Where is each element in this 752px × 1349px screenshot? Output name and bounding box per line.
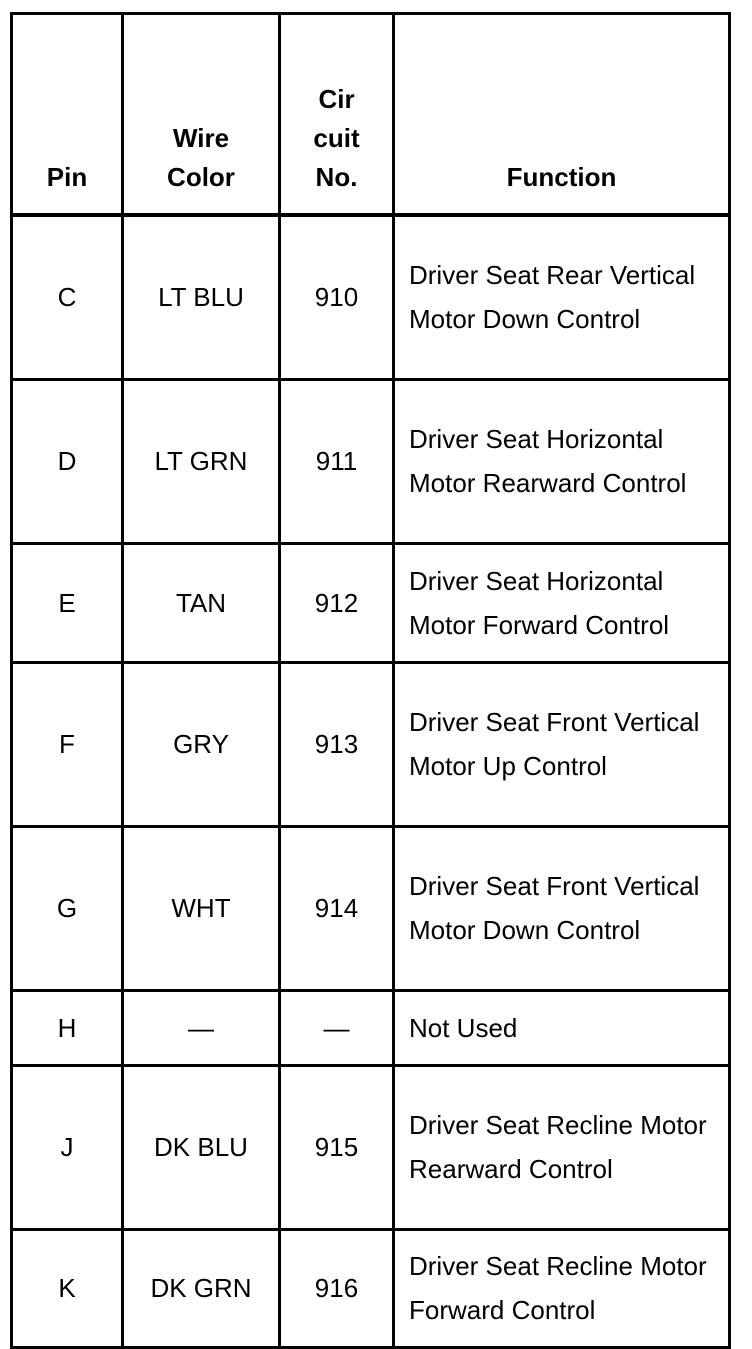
wire-color-cell: LT BLU [123, 215, 280, 379]
pin-cell: D [12, 379, 123, 543]
function-cell: Driver Seat Recline Motor Rearward Control [394, 1065, 730, 1229]
header-pin: Pin [12, 14, 123, 216]
circuit-cell: 913 [280, 662, 394, 826]
pin-cell: F [12, 662, 123, 826]
table-row [12, 1065, 730, 1229]
header-circuit-no: Cir cuit No. [280, 14, 394, 216]
function-cell: Driver Seat Horizontal Motor Rearward Control [394, 379, 730, 543]
circuit-cell: 914 [280, 826, 394, 990]
pin-cell: E [12, 543, 123, 662]
pin-cell: H [12, 990, 123, 1065]
function-cell: Driver Seat Front Vertical Motor Down Control [394, 826, 730, 990]
function-cell: Driver Seat Front Vertical Motor Up Control [394, 662, 730, 826]
circuit-cell: 911 [280, 379, 394, 543]
table-row [12, 1229, 730, 1347]
table-row [12, 826, 730, 990]
header-function: Function [394, 14, 730, 216]
pin-cell: J [12, 1065, 123, 1229]
wire-color-cell: WHT [123, 826, 280, 990]
circuit-cell: 915 [280, 1065, 394, 1229]
table-row [12, 543, 730, 662]
wire-color-cell: DK BLU [123, 1065, 280, 1229]
wire-color-cell: DK GRN [123, 1229, 280, 1347]
table-row [12, 990, 730, 1065]
function-cell: Driver Seat Recline Motor Forward Control [394, 1229, 730, 1347]
connector-pinout-table [10, 12, 731, 1349]
circuit-cell: 910 [280, 215, 394, 379]
function-cell: Not Used [394, 990, 730, 1065]
table-row [12, 662, 730, 826]
pin-cell: K [12, 1229, 123, 1347]
wire-color-cell: — [123, 990, 280, 1065]
pin-cell: G [12, 826, 123, 990]
wire-color-cell: TAN [123, 543, 280, 662]
circuit-cell: 916 [280, 1229, 394, 1347]
circuit-cell: 912 [280, 543, 394, 662]
header-wire-color: Wire Color [123, 14, 280, 216]
table-row [12, 379, 730, 543]
circuit-cell: — [280, 990, 394, 1065]
wire-color-cell: GRY [123, 662, 280, 826]
table-row [12, 215, 730, 379]
header-row [12, 14, 730, 216]
function-cell: Driver Seat Horizontal Motor Forward Control [394, 543, 730, 662]
pin-cell: C [12, 215, 123, 379]
function-cell: Driver Seat Rear Vertical Motor Down Control [394, 215, 730, 379]
wire-color-cell: LT GRN [123, 379, 280, 543]
